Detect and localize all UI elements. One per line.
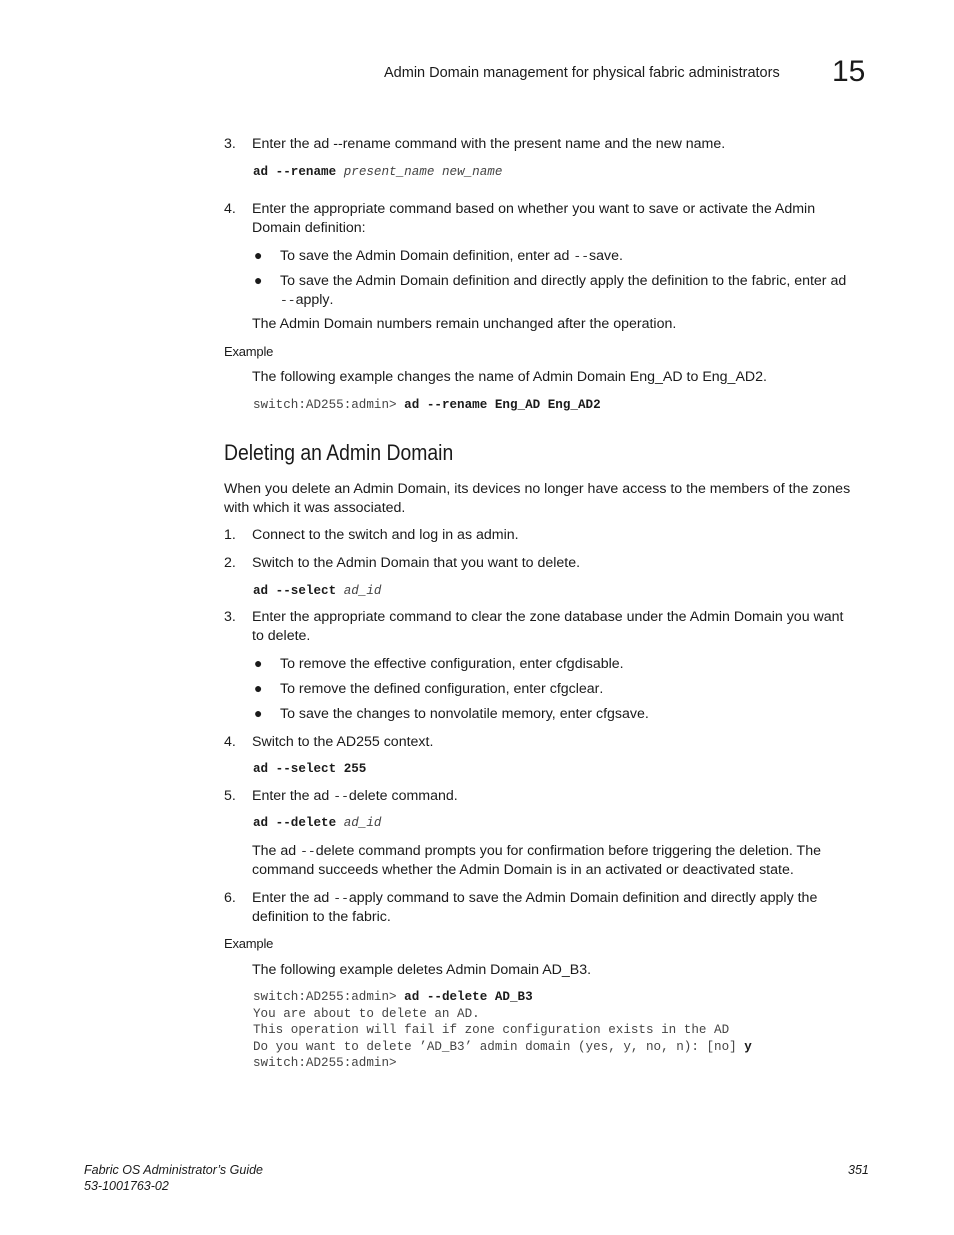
step-number: 6. — [224, 890, 236, 906]
step-number: 1. — [224, 527, 236, 543]
bullet-text: To save the changes to nonvolatile memory, enter cfgsave. — [280, 706, 649, 722]
step-number: 3. — [224, 609, 236, 625]
step-note: The ad --delete command prompts you for confirmation before triggering the deletion. The command succeeds whether the Admin Domain is in an activated or deactivated state. — [252, 843, 821, 878]
step-text: Enter the ad --apply command to save the Admin Domain definition and directly apply the definition to the fabric. — [252, 890, 818, 925]
page-number: 351 — [848, 1163, 869, 1177]
bullet-text: To remove the defined configuration, enter cfgclear. — [280, 681, 604, 697]
step-number: 4. — [224, 201, 236, 217]
bullet-icon: ● — [254, 247, 263, 263]
bullet-text: To save the Admin Domain definition, enter ad --save. — [280, 248, 623, 264]
bullet-icon: ● — [254, 705, 263, 721]
note-text: The Admin Domain numbers remain unchanged after the operation. — [252, 316, 677, 332]
footer-guide: Fabric OS Administrator’s Guide 53-1001763-02 — [84, 1163, 263, 1193]
step-number: 4. — [224, 734, 236, 750]
code-line: ad --delete ad_id — [253, 816, 382, 830]
step-text: Connect to the switch and log in as admin. — [252, 527, 519, 543]
step-text: Enter the ad --rename command with the present name and the new name. — [252, 136, 726, 152]
bullet-text: To remove the effective configuration, enter cfgdisable. — [280, 656, 624, 672]
step-number: 2. — [224, 555, 236, 571]
step-number: 3. — [224, 136, 236, 152]
section-heading: Deleting an Admin Domain — [224, 440, 454, 465]
bullet-text: To save the Admin Domain definition and directly apply the definition to the fabric, enter ad --apply. — [280, 273, 847, 308]
running-header-title: Admin Domain management for physical fabric administrators — [384, 65, 780, 81]
code-block: switch:AD255:admin> ad --delete AD_B3 You are about to delete an AD. This operation will fail if zone configuration exists in the AD Do you want to delete ’AD_B3’ admin domain (yes, y, no, n): [no] y switch:AD255:admin> — [253, 990, 752, 1071]
step-text: Switch to the AD255 context. — [252, 734, 434, 750]
bullet-icon: ● — [254, 680, 263, 696]
bullet-icon: ● — [254, 655, 263, 671]
step-text: Enter the appropriate command to clear the zone database under the Admin Domain you want to delete. — [252, 609, 844, 644]
code-line: ad --select 255 — [253, 762, 367, 776]
step-number: 5. — [224, 788, 236, 804]
example-label: Example — [224, 936, 274, 951]
bullet-icon: ● — [254, 272, 263, 288]
code-line: ad --select ad_id — [253, 584, 382, 598]
example-label: Example — [224, 344, 274, 359]
example-text: The following example deletes Admin Domain AD_B3. — [252, 962, 592, 978]
command-name: ad --rename — [313, 136, 391, 152]
code-line: ad --rename present_name new_name — [253, 165, 503, 179]
step-text: Enter the ad --delete command. — [252, 788, 458, 804]
step-text: Switch to the Admin Domain that you want to delete. — [252, 555, 581, 571]
code-line: switch:AD255:admin> ad --rename Eng_AD Eng_AD2 — [253, 398, 601, 412]
step-text: Enter the appropriate command based on whether you want to save or activate the Admin Domain definition: — [252, 201, 816, 236]
intro-text: When you delete an Admin Domain, its devices no longer have access to the members of the zones with which it was associated. — [224, 481, 851, 516]
chapter-number: 15 — [832, 55, 866, 88]
example-text: The following example changes the name of Admin Domain Eng_AD to Eng_AD2. — [252, 369, 767, 385]
